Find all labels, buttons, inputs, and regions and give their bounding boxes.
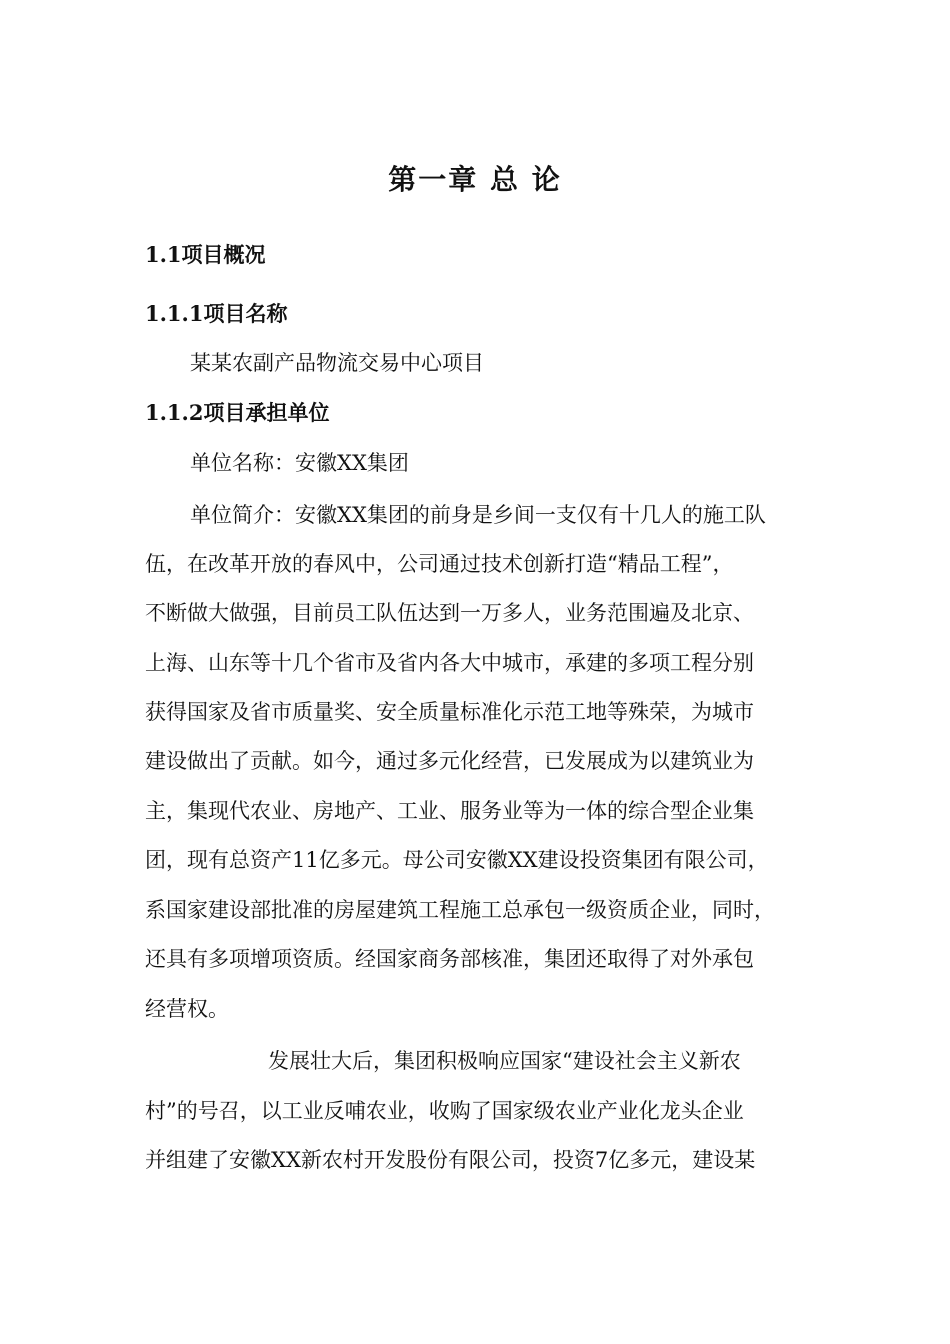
project-name-text: 某某农副产品物流交易中心项目 <box>190 351 484 375</box>
intro-line: 团，现有总资产11亿多元。母公司安徽XX建设投资集团有限公司， <box>145 848 769 872</box>
intro-line: 经营权。 <box>145 997 229 1021</box>
intro-line: 单位简介：安徽XX集团的前身是乡间一支仅有十几人的施工队 <box>190 503 766 527</box>
intro-line: 还具有多项增项资质。经国家商务部核准，集团还取得了对外承包 <box>145 947 754 971</box>
intro-line: 伍，在改革开放的春风中，公司通过技术创新打造“精品工程”， <box>145 552 734 576</box>
section-heading-1-1: 1.1项目概况 <box>145 242 266 267</box>
intro-line: 上海、山东等十几个省市及省内各大中城市，承建的多项工程分别 <box>145 651 754 675</box>
section-heading-1-1-2: 1.1.2项目承担单位 <box>145 400 330 425</box>
intro-line: 系国家建设部批准的房屋建筑工程施工总承包一级资质企业，同时， <box>145 898 775 922</box>
intro-line: 获得国家及省市质量奖、安全质量标准化示范工地等殊荣，为城市 <box>145 700 754 724</box>
section-heading-1-1-1: 1.1.1项目名称 <box>145 301 288 326</box>
develop-line: 并组建了安徽XX新农村开发股份有限公司，投资7亿多元，建设某 <box>145 1148 756 1172</box>
intro-line: 不断做大做强，目前员工队伍达到一万多人，业务范围遍及北京、 <box>145 601 754 625</box>
develop-line: 村”的号召，以工业反哺农业，收购了国家级农业产业化龙头企业 <box>145 1099 744 1123</box>
intro-line: 主，集现代农业、房地产、工业、服务业等为一体的综合型企业集 <box>145 799 754 823</box>
develop-line: 发展壮大后，集团积极响应国家“建设社会主义新农 <box>268 1049 741 1073</box>
chapter-title: 第一章 总 论 <box>388 163 562 196</box>
unit-name-text: 单位名称：安徽XX集团 <box>190 451 409 475</box>
intro-line: 建设做出了贡献。如今，通过多元化经营，已发展成为以建筑业为 <box>145 749 754 773</box>
